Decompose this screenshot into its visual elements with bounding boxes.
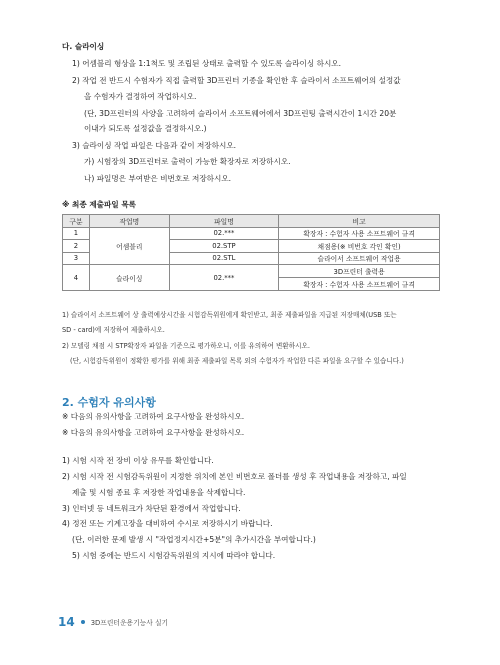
header-note: 비고 <box>279 215 440 228</box>
final-files-title: ※ 최종 제출파일 목록 <box>62 200 136 209</box>
bullet-dot-icon <box>81 620 85 624</box>
section-d-line-1: 1) 어셈블리 형상을 1:1척도 및 조립된 상태로 출력할 수 있도록 슬라이싱 하시오. <box>72 59 342 68</box>
cell-file: 02.*** <box>169 227 279 240</box>
page-footer <box>58 615 168 629</box>
section-d-line-3: 을 수험자가 결정하여 작업하시오. <box>84 92 197 101</box>
section-d-line-8: 나) 파일명은 부여받은 비번호로 저장하시오. <box>84 174 232 183</box>
cell-no: 2 <box>63 240 90 253</box>
cell-no: 3 <box>63 252 90 265</box>
section-d-line-2: 2) 작업 전 반드시 수험자가 직접 출력할 3D프린터 기종을 확인한 후 슬라이서 소프트웨어의 설정값 <box>72 76 401 85</box>
file-note-4: (단, 시험감독위원이 정확한 평가를 위해 최종 제출파일 목록 외의 수험자가 작업한 다른 파일을 요구할 수 있습니다.) <box>70 357 404 365</box>
section-2-item-4-note: (단, 이러한 문제 발생 시 "작업정지시간+5분"의 추가시간을 부여합니다.) <box>72 535 316 544</box>
section-2-item-2-cont: 제출 및 시험 종료 후 저장한 작업내용을 삭제합니다. <box>72 488 246 497</box>
table-row <box>63 227 440 240</box>
cell-file: 02.STP <box>169 240 279 253</box>
cell-task: 어셈블리 <box>89 227 169 265</box>
book-title: 3D프린터운용기능사 실기 <box>90 619 169 627</box>
cell-note: 확장자 : 수험자 사용 소프트웨어 규격 <box>279 227 440 240</box>
section-2-item-3: 3) 인터넷 등 네트워크가 차단된 환경에서 작업합니다. <box>62 504 241 513</box>
page-number: 14 <box>58 615 75 629</box>
header-filename: 파일명 <box>169 215 279 228</box>
section-d-line-4: (단, 3D프린터의 사양을 고려하여 슬라이서 소프트웨어에서 3D프린팅 출력시간이 1시간 20분 <box>84 109 397 118</box>
section-d-line-6: 3) 슬라이싱 작업 파일은 다음과 같이 저장하시오. <box>72 141 237 150</box>
table-header-row <box>63 215 440 228</box>
cell-note: 3D프린터 출력용 <box>279 265 440 278</box>
cell-note: 채점용(※ 비번호 각인 확인) <box>279 240 440 253</box>
section-2-intro-1: ※ 다음의 유의사항을 고려하여 요구사항을 완성하시오. <box>62 412 245 421</box>
section-2-item-5: 5) 시험 중에는 반드시 시험감독위원의 지시에 따라야 합니다. <box>72 551 276 560</box>
table-row <box>63 265 440 278</box>
cell-note-2: 확장자 : 수험자 사용 소프트웨어 규격 <box>279 278 440 291</box>
cell-no: 1 <box>63 227 90 240</box>
section-d-line-7: 가) 시험장의 3D프린터로 출력이 가능한 확장자로 저장하시오. <box>84 157 291 166</box>
header-task: 작업명 <box>89 215 169 228</box>
final-files-table <box>62 214 440 291</box>
section-d-title: 다. 슬라이싱 <box>62 42 105 51</box>
section-d-line-5: 이내가 되도록 설정값을 결정하시오.) <box>84 124 207 133</box>
section-2-item-2: 2) 시험 시작 전 시험감독위원이 지정한 위치에 본인 비번호로 폴더를 생성 후 작업내용을 저장하고, 파일 <box>62 472 407 481</box>
section-2-intro-2: ※ 다음의 유의사항을 고려하여 요구사항을 완성하시오. <box>62 428 245 437</box>
cell-file: 02.STL <box>169 252 279 265</box>
cell-file: 02.*** <box>169 265 279 291</box>
cell-note: 슬라이서 소프트웨어 작업용 <box>279 252 440 265</box>
header-category: 구분 <box>63 215 90 228</box>
file-note-2: SD - card)에 저장하여 제출하시오. <box>62 326 165 334</box>
file-note-1: 1) 슬라이서 소프트웨어 상 출력예상시간을 시험감독위원에게 확인받고, 최종 제출파일을 지급된 저장매체(USB 또는 <box>62 311 397 319</box>
section-2-item-4: 4) 정전 또는 기계고장을 대비하여 수시로 저장하시기 바랍니다. <box>62 519 273 528</box>
section-2-title: 2. 수험자 유의사항 <box>62 396 156 409</box>
cell-task: 슬라이싱 <box>89 265 169 291</box>
section-2-item-1: 1) 시험 시작 전 장비 이상 유무를 확인합니다. <box>62 456 214 465</box>
file-note-3: 2) 모델링 채점 시 STP확장자 파일을 기준으로 평가하오니, 이를 유의하여 변환하시오. <box>62 342 310 350</box>
cell-no: 4 <box>63 265 90 291</box>
